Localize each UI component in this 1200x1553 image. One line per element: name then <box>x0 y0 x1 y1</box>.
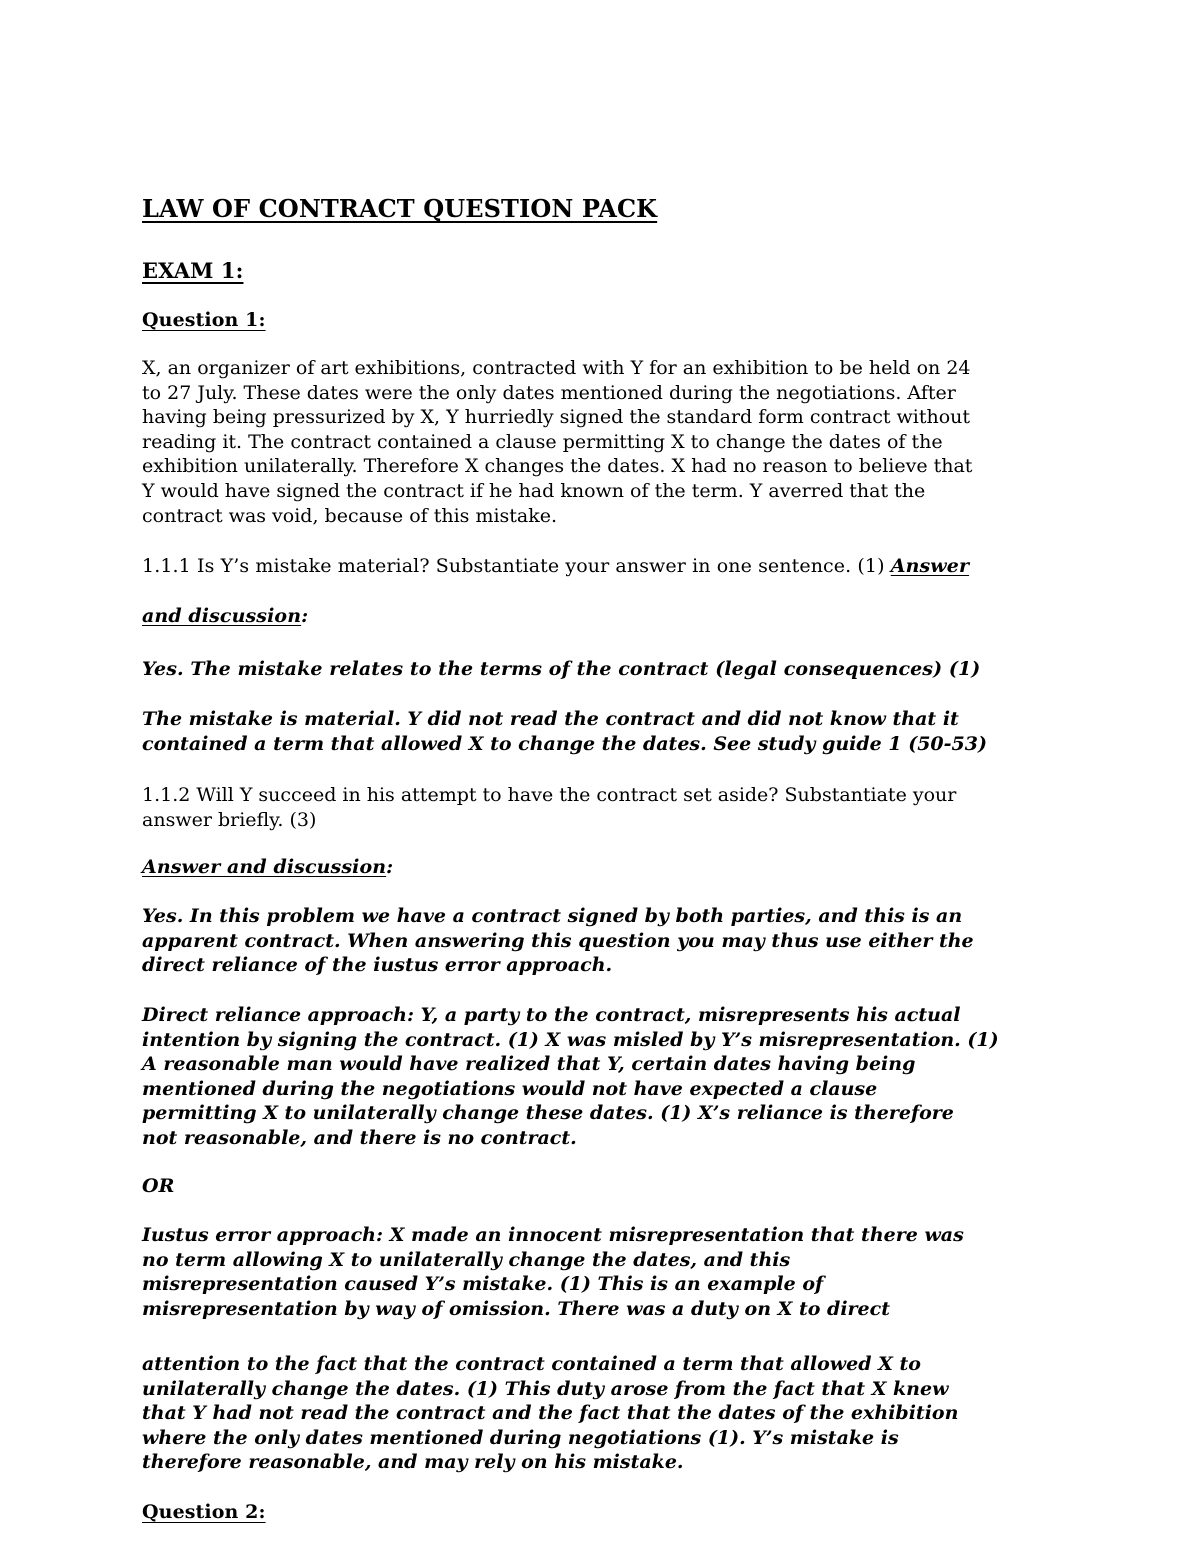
answer-line: unilaterally change the dates. (1) This duty arose from the fact that X knew <box>142 1377 949 1400</box>
iustus-error-approach <box>142 1223 1072 1321</box>
direct-reliance-approach <box>142 1003 1072 1151</box>
answer-label-colon: : <box>386 856 394 878</box>
exam-heading: EXAM 1: <box>142 258 244 283</box>
answer-line: misrepresentation by way of omission. There was a duty on X to direct <box>142 1297 890 1320</box>
answer-line: Yes. In this problem we have a contract signed by both parties, and this is an <box>142 905 963 927</box>
question-1-1-1-answer-1: Yes. The mistake relates to the terms of the contract (legal consequences) (1) <box>142 658 981 680</box>
answer-line: not reasonable, and there is no contract. <box>142 1126 577 1149</box>
question-1-1-2 <box>142 783 1072 832</box>
answer-line: apparent contract. When answering this question you may thus use either the <box>142 929 974 952</box>
answer-label-colon: : <box>301 605 309 627</box>
scenario-line: exhibition unilaterally. Therefore X changes the dates. X had no reason to believe that <box>142 455 973 478</box>
question-2-heading: Question 2: <box>142 1501 266 1523</box>
answer-label: Answer and discussion <box>142 856 387 878</box>
scenario-line: contract was void, because of this mistake. <box>142 504 558 527</box>
answer-line: mentioned during the negotiations would not have expected a clause <box>142 1077 878 1100</box>
question-line: answer briefly. (3) <box>142 808 317 831</box>
answer-line: direct reliance of the iustus error approach. <box>142 954 613 977</box>
answer-line: misrepresentation caused Y’s mistake. (1) This is an example of <box>142 1273 824 1296</box>
answer-line: contained a term that allowed X to change the dates. See study guide 1 (50-53) <box>142 732 987 755</box>
scenario-line: having being pressurized by X, Y hurriedly signed the standard form contract without <box>142 406 971 429</box>
answer-line: no term allowing X to unilaterally change the dates, and this <box>142 1248 791 1271</box>
answer-and-discussion-label <box>142 855 393 880</box>
answer-line: Iustus error approach: X made an innocent misrepresentation that there was <box>142 1224 964 1246</box>
scenario-line: X, an organizer of art exhibitions, contracted with Y for an exhibition to be held on 24 <box>142 357 971 379</box>
answer-label-part: and discussion <box>142 605 302 627</box>
document-title: LAW OF CONTRACT QUESTION PACK <box>142 194 658 223</box>
question-1-1-2-answer-1 <box>142 904 1072 978</box>
answer-line: that Y had not read the contract and the fact that the dates of the exhibition <box>142 1402 959 1425</box>
question-1-1-1-answer-2 <box>142 707 1072 756</box>
iustus-error-continued <box>142 1352 1072 1475</box>
question-1-1-1 <box>142 554 969 579</box>
answer-line: permitting X to unilaterally change these dates. (1) X’s reliance is therefore <box>142 1102 954 1125</box>
question-line: 1.1.2 Will Y succeed in his attempt to have the contract set aside? Substantiate your <box>142 784 957 806</box>
answer-line: Direct reliance approach: Y, a party to the contract, misrepresents his actual <box>142 1004 961 1026</box>
scenario-line: Y would have signed the contract if he had known of the term. Y averred that the <box>142 479 926 502</box>
answer-line: therefore reasonable, and may rely on his mistake. <box>142 1451 684 1474</box>
answer-label: Answer <box>890 555 970 577</box>
scenario-line: reading it. The contract contained a clause permitting X to change the dates of the <box>142 430 943 453</box>
answer-line: attention to the fact that the contract contained a term that allowed X to <box>142 1353 921 1375</box>
answer-line: where the only dates mentioned during negotiations (1). Y’s mistake is <box>142 1426 899 1449</box>
question-1-scenario <box>142 356 1072 528</box>
or-label: OR <box>142 1175 175 1197</box>
answer-label-continued <box>142 604 308 629</box>
question-1-1-1-text: 1.1.1 Is Y’s mistake material? Substantiate your answer in one sentence. (1) <box>142 555 891 577</box>
scenario-line: to 27 July. These dates were the only dates mentioned during the negotiations. After <box>142 381 956 404</box>
answer-line: A reasonable man would have realized that Y, certain dates having being <box>142 1053 916 1076</box>
answer-line: The mistake is material. Y did not read the contract and did not know that it <box>142 708 959 730</box>
question-1-heading: Question 1: <box>142 309 266 331</box>
answer-line: intention by signing the contract. (1) X was misled by Y’s misrepresentation. (1) <box>142 1028 999 1051</box>
